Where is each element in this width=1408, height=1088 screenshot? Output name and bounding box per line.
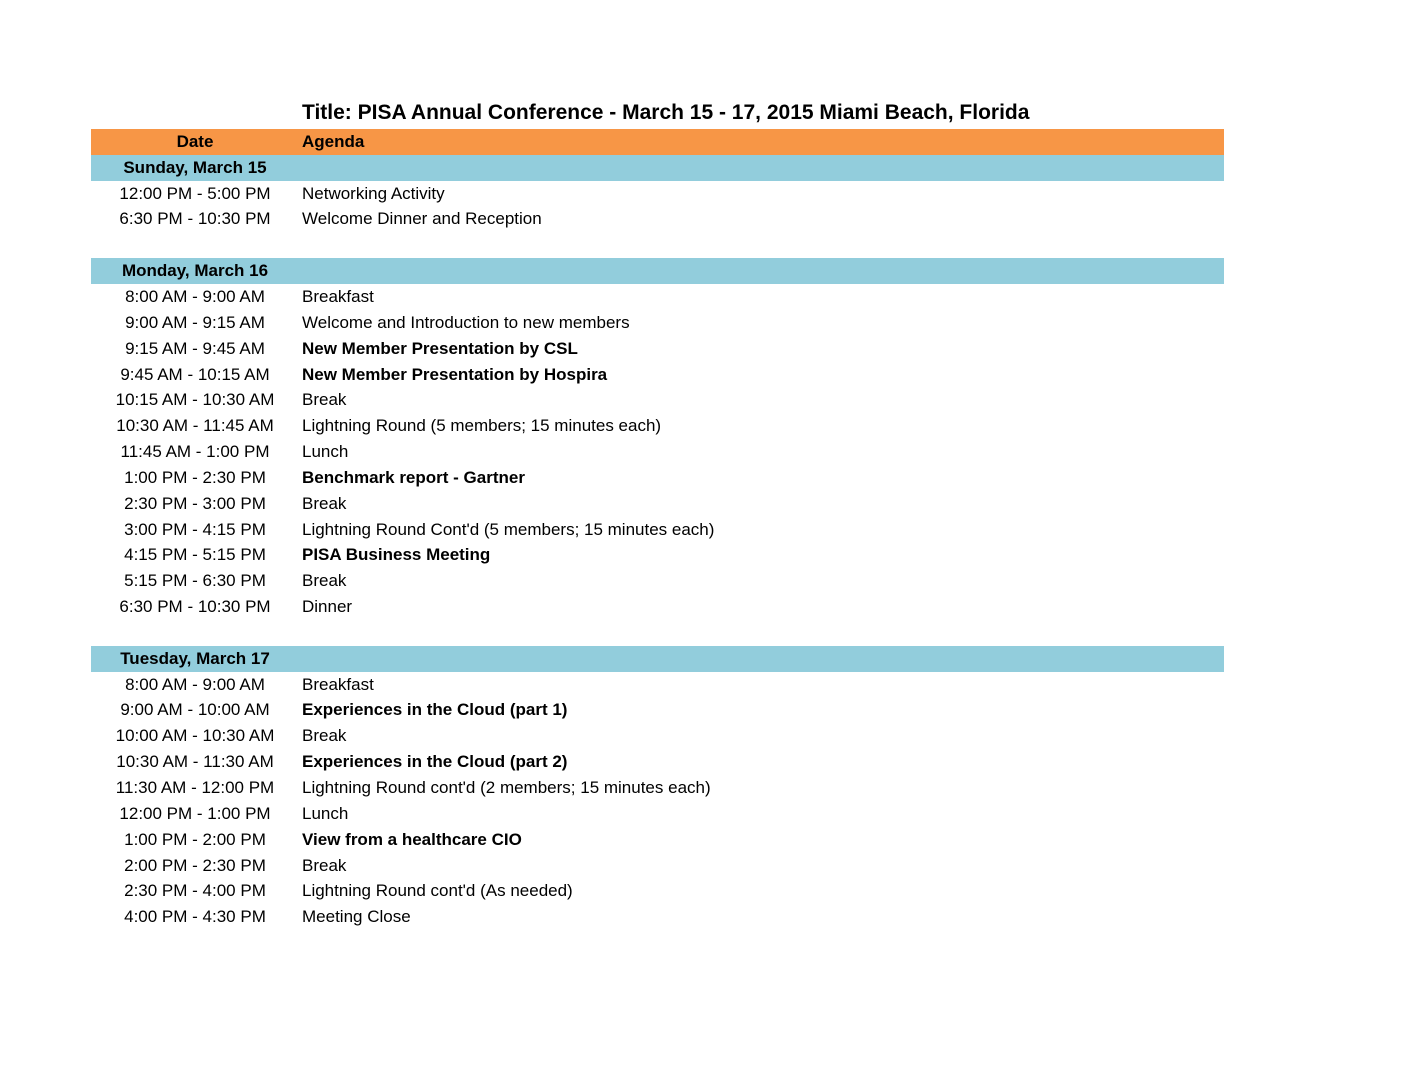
day-header-row: [91, 646, 1224, 672]
time-cell: 12:00 PM - 1:00 PM: [119, 803, 271, 823]
agenda-cell: Lunch: [302, 803, 349, 823]
day-label: Sunday, March 15: [123, 157, 267, 177]
day-label: Monday, March 16: [121, 261, 269, 281]
agenda-cell: Welcome and Introduction to new members: [302, 312, 630, 332]
agenda-cell: Lunch: [302, 442, 349, 462]
agenda-row: [91, 181, 1224, 207]
agenda-row: [91, 853, 1224, 879]
time-cell: 8:00 AM - 9:00 AM: [125, 674, 265, 694]
time-cell: 8:00 AM - 9:00 AM: [125, 286, 265, 306]
time-cell: 4:15 PM - 5:15 PM: [124, 545, 266, 565]
agenda-column-header: Agenda: [302, 131, 365, 151]
agenda-cell: Networking Activity: [302, 183, 445, 203]
time-cell: 9:15 AM - 9:45 AM: [125, 338, 265, 358]
agenda-row: [91, 749, 1224, 775]
agenda-row: [91, 465, 1224, 491]
agenda-cell: Lightning Round cont'd (2 members; 15 minutes each): [302, 778, 711, 798]
agenda-row: [91, 362, 1224, 388]
agenda-row: [91, 672, 1224, 698]
agenda-cell: Breakfast: [302, 286, 374, 306]
agenda-row: [91, 568, 1224, 594]
agenda-row: [91, 698, 1224, 724]
agenda-cell: Meeting Close: [302, 907, 411, 927]
day-label: Tuesday, March 17: [120, 648, 270, 668]
time-cell: 2:30 PM - 3:00 PM: [124, 493, 266, 513]
agenda-row: [91, 207, 1224, 233]
agenda-row: [91, 904, 1224, 930]
time-cell: 9:00 AM - 10:00 AM: [120, 700, 270, 720]
agenda-row: [91, 723, 1224, 749]
agenda-row: [91, 387, 1224, 413]
time-cell: 10:15 AM - 10:30 AM: [115, 390, 275, 410]
agenda-cell: Lightning Round cont'd (As needed): [302, 881, 573, 901]
agenda-body: [91, 155, 1224, 930]
day-header-row: [91, 155, 1224, 181]
agenda-cell: Dinner: [302, 597, 353, 617]
agenda-row: [91, 491, 1224, 517]
agenda-row: [91, 878, 1224, 904]
time-cell: 6:30 PM - 10:30 PM: [119, 597, 271, 617]
agenda-cell: New Member Presentation by CSL: [302, 338, 578, 358]
time-cell: 10:00 AM - 10:30 AM: [115, 726, 275, 746]
time-cell: 11:30 AM - 12:00 PM: [115, 778, 275, 798]
agenda-row: [91, 310, 1224, 336]
time-cell: 10:30 AM - 11:30 AM: [116, 752, 274, 772]
agenda-cell: Experiences in the Cloud (part 1): [302, 700, 568, 720]
agenda-cell: Benchmark report - Gartner: [302, 467, 525, 487]
agenda-row: [91, 517, 1224, 543]
agenda-row: [91, 801, 1224, 827]
time-cell: 3:00 PM - 4:15 PM: [124, 519, 266, 539]
spacer-row: [91, 232, 1224, 258]
agenda-row: [91, 413, 1224, 439]
time-cell: 9:00 AM - 9:15 AM: [125, 312, 265, 332]
time-cell: 2:30 PM - 4:00 PM: [124, 881, 266, 901]
time-cell: 6:30 PM - 10:30 PM: [119, 209, 271, 229]
table-header-row: [91, 129, 1224, 155]
time-cell: 1:00 PM - 2:30 PM: [124, 467, 266, 487]
time-cell: 4:00 PM - 4:30 PM: [124, 907, 266, 927]
agenda-cell: Break: [302, 571, 347, 591]
agenda-row: [91, 775, 1224, 801]
agenda-row: [91, 594, 1224, 620]
date-column-header: Date: [176, 131, 214, 151]
day-header-row: [91, 258, 1224, 284]
agenda-cell: Break: [302, 493, 347, 513]
time-cell: 10:30 AM - 11:45 AM: [116, 416, 274, 436]
agenda-cell: Breakfast: [302, 674, 374, 694]
agenda-cell: Lightning Round (5 members; 15 minutes each): [302, 416, 662, 436]
agenda-row: [91, 284, 1224, 310]
agenda-table: [91, 129, 1224, 930]
agenda-row: [91, 439, 1224, 465]
agenda-cell: View from a healthcare CIO: [302, 829, 522, 849]
agenda-cell: Break: [302, 390, 347, 410]
page-title: Title: PISA Annual Conference - March 15 - 17, 2015 Miami Beach, Florida: [302, 101, 1030, 124]
agenda-cell: Break: [302, 726, 347, 746]
spacer-row: [91, 620, 1224, 646]
time-cell: 2:00 PM - 2:30 PM: [124, 855, 266, 875]
time-cell: 12:00 PM - 5:00 PM: [119, 183, 271, 203]
time-cell: 11:45 AM - 1:00 PM: [120, 442, 270, 462]
agenda-row: [91, 336, 1224, 362]
agenda-cell: Break: [302, 855, 347, 875]
agenda-cell: Welcome Dinner and Reception: [302, 209, 542, 229]
time-cell: 5:15 PM - 6:30 PM: [124, 571, 266, 591]
agenda-cell: Experiences in the Cloud (part 2): [302, 752, 568, 772]
time-cell: 9:45 AM - 10:15 AM: [120, 364, 270, 384]
agenda-cell: New Member Presentation by Hospira: [302, 364, 608, 384]
agenda-row: [91, 543, 1224, 569]
agenda-cell: Lightning Round Cont'd (5 members; 15 minutes each): [302, 519, 715, 539]
agenda-row: [91, 827, 1224, 853]
time-cell: 1:00 PM - 2:00 PM: [124, 829, 266, 849]
agenda-cell: PISA Business Meeting: [302, 545, 491, 565]
